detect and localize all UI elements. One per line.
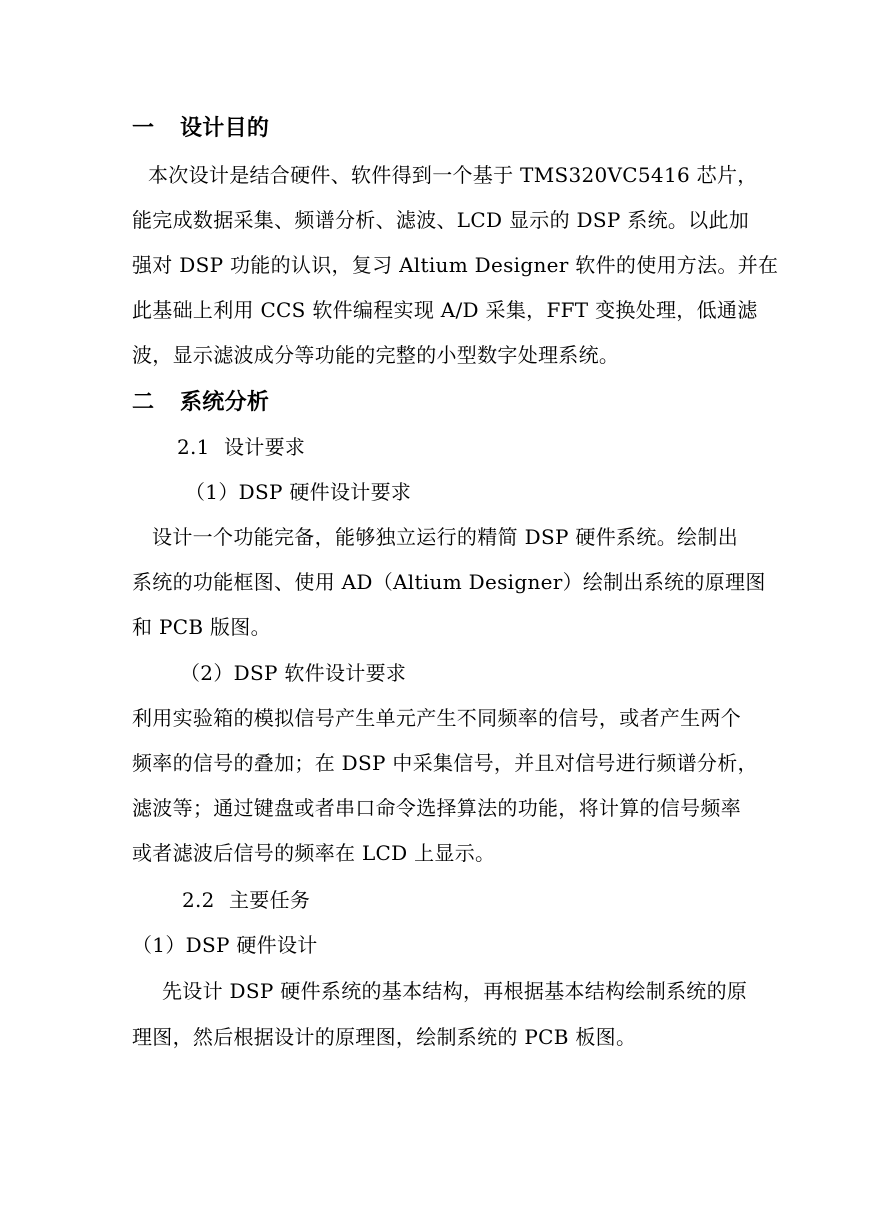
- software-req-line-4: 或者滤波后信号的频率在 LCD 上显示。: [132, 841, 496, 865]
- subsection-2-1-number: 2.1: [177, 435, 210, 459]
- hardware-design-line-1: 先设计 DSP 硬件系统的基本结构，再根据基本结构绘制系统的原: [162, 979, 748, 1003]
- section-1-para-line-2: 能完成数据采集、频谱分析、滤波、LCD 显示的 DSP 系统。以此加: [132, 208, 750, 232]
- section-1-para-line-5: 波，显示滤波成分等功能的完整的小型数字处理系统。: [132, 343, 620, 367]
- hardware-req-line-2: 系统的功能框图、使用 AD（Altium Designer）绘制出系统的原理图: [132, 570, 766, 594]
- section-1-para-line-4: 此基础上利用 CCS 软件编程实现 A/D 采集，FFT 变换处理，低通滤: [132, 298, 758, 322]
- software-req-line-1: 利用实验箱的模拟信号产生单元产生不同频率的信号，或者产生两个: [132, 706, 741, 730]
- section-2-heading: [132, 390, 269, 416]
- subsection-2-2-heading: [182, 888, 310, 912]
- hardware-design-line-2: 理图，然后根据设计的原理图，绘制系统的 PCB 板图。: [132, 1025, 637, 1049]
- section-1-para-line-1: 本次设计是结合硬件、软件得到一个基于 TMS320VC5416 芯片，: [148, 163, 758, 187]
- section-2-number: 二: [132, 390, 155, 415]
- subsection-2-2-title: 主要任务: [229, 888, 311, 912]
- section-1-title: 设计目的: [180, 116, 270, 141]
- section-2-title: 系统分析: [180, 390, 270, 415]
- subsection-2-1-title: 设计要求: [224, 435, 306, 459]
- software-req-line-3: 滤波等；通过键盘或者串口命令选择算法的功能，将计算的信号频率: [132, 796, 741, 820]
- hardware-req-line-1: 设计一个功能完备，能够独立运行的精简 DSP 硬件系统。绘制出: [152, 525, 738, 549]
- section-1-para-line-3: 强对 DSP 功能的认识，复习 Altium Designer 软件的使用方法。并在: [132, 253, 779, 277]
- hardware-req-line-3: 和 PCB 版图。: [132, 615, 271, 639]
- item-hardware-requirements-title: （1）DSP 硬件设计要求: [185, 480, 412, 504]
- subsection-2-1-heading: [177, 435, 305, 459]
- subsection-2-2-number: 2.2: [182, 888, 215, 912]
- section-1-heading: [132, 116, 269, 142]
- software-req-line-2: 频率的信号的叠加；在 DSP 中采集信号，并且对信号进行频谱分析，: [132, 751, 758, 775]
- item-hardware-design-title: （1）DSP 硬件设计: [132, 933, 318, 957]
- item-software-requirements-title: （2）DSP 软件设计要求: [180, 661, 407, 685]
- section-1-number: 一: [132, 116, 155, 141]
